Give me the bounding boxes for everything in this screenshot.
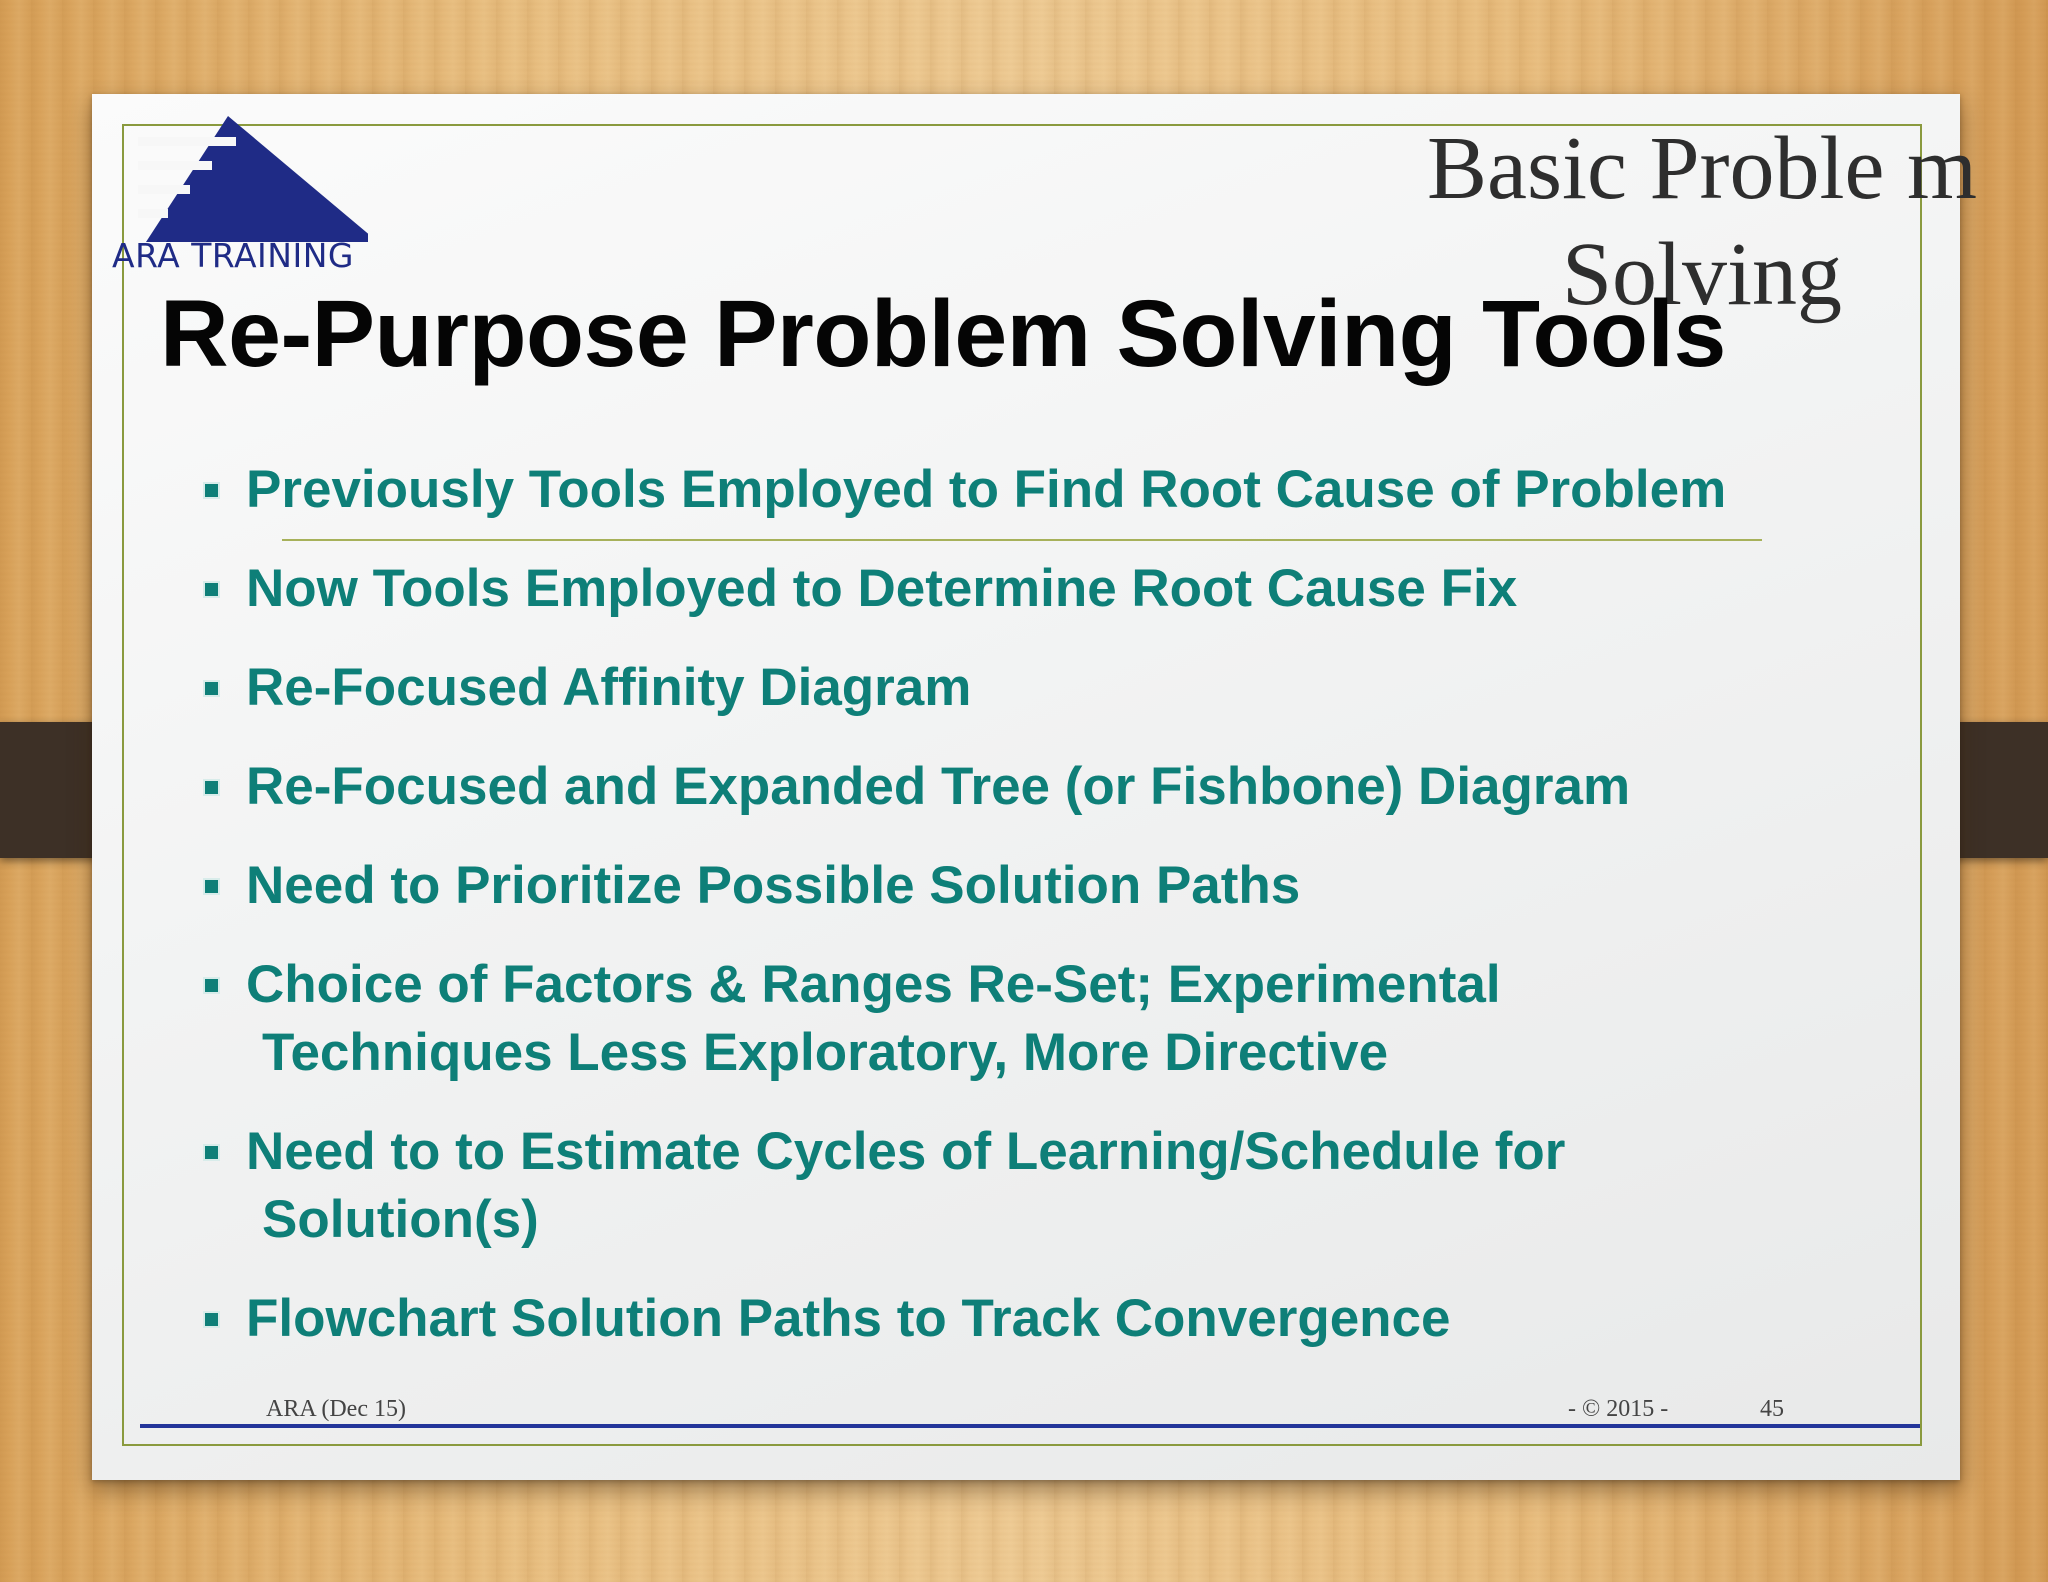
slide bbox=[92, 94, 1977, 1480]
bullet-text: Previously Tools Employed to Find Root Cause of Problem bbox=[246, 460, 1727, 519]
bullet-text: Now Tools Employed to Determine Root Cause Fix bbox=[246, 559, 1518, 618]
bullet-item bbox=[202, 654, 1922, 722]
bullet-text: Flowchart Solution Paths to Track Convergence bbox=[246, 1289, 1451, 1348]
square-bullet-icon bbox=[203, 878, 220, 895]
footer-copyright: - © 2015 - bbox=[1568, 1396, 1669, 1422]
bullet-item bbox=[202, 852, 1922, 920]
bullet-list bbox=[202, 456, 1922, 1384]
bullet-text: Re-Focused and Expanded Tree (or Fishbone) Diagram bbox=[246, 757, 1631, 816]
logo-text: ARA TRAINING bbox=[112, 236, 354, 275]
square-bullet-icon bbox=[203, 779, 220, 796]
bullet-item bbox=[202, 1118, 1922, 1254]
bullet-text: Choice of Factors & Ranges Re-Set; Experimental bbox=[246, 955, 1501, 1014]
square-bullet-icon bbox=[203, 482, 220, 499]
bullet-item bbox=[202, 456, 1922, 524]
square-bullet-icon bbox=[203, 1144, 220, 1161]
bullet-text: Need to Prioritize Possible Solution Paths bbox=[246, 856, 1301, 915]
square-bullet-icon bbox=[203, 977, 220, 994]
slide-title: Re-Purpose Problem Solving Tools bbox=[160, 281, 1726, 387]
bullet-text: Techniques Less Exploratory, More Directive bbox=[262, 1023, 1389, 1082]
square-bullet-icon bbox=[203, 581, 220, 598]
bullet-text: Solution(s) bbox=[262, 1190, 539, 1249]
bullet-item bbox=[202, 753, 1922, 821]
footer-source: ARA (Dec 15) bbox=[266, 1396, 406, 1422]
bullet-item bbox=[202, 951, 1922, 1087]
page-number: 45 bbox=[1760, 1396, 1784, 1422]
bullet-item bbox=[202, 1285, 1922, 1353]
bullet-item bbox=[202, 555, 1922, 623]
square-bullet-icon bbox=[203, 680, 220, 697]
bullet-text: Re-Focused Affinity Diagram bbox=[246, 658, 972, 717]
square-bullet-icon bbox=[203, 1311, 220, 1328]
section-title: Basic Proble m Solving bbox=[1427, 119, 1977, 324]
bullet-text: Need to to Estimate Cycles of Learning/Schedule for bbox=[246, 1122, 1566, 1181]
footer-divider bbox=[140, 1424, 1920, 1428]
